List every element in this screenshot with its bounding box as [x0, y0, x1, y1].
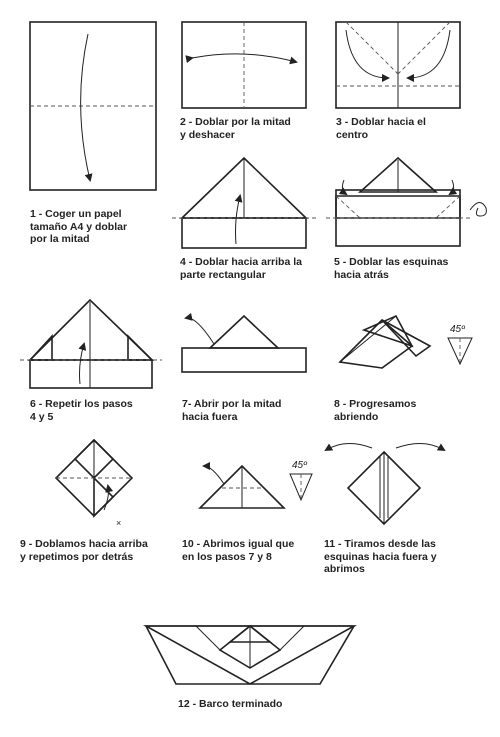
step-1-caption: 1 - Coger un papel tamaño A4 y doblar por la mitad — [30, 208, 128, 245]
pull-right-arrow-icon — [396, 443, 444, 450]
step-4-caption: 4 - Doblar hacia arriba la parte rectangular — [180, 256, 302, 281]
step-1-figure — [30, 22, 156, 190]
fold-right-arrow-icon — [408, 30, 450, 78]
step-6-caption: 6 - Repetir los pasos 4 y 5 — [30, 398, 133, 423]
svg-text:×: × — [116, 518, 122, 528]
step-9-figure — [56, 440, 132, 528]
step-7-figure — [182, 316, 306, 372]
fold-left-arrow-icon — [346, 30, 388, 78]
pull-left-arrow-icon — [326, 443, 372, 450]
corner-back-left-arrow-icon — [342, 180, 346, 194]
open-out-arrow-icon — [186, 318, 214, 344]
step-10-caption: 10 - Abrimos igual que en los pasos 7 y 8 — [182, 538, 295, 563]
step-4-figure — [172, 158, 316, 248]
turn-over-icon — [470, 202, 486, 216]
step-7-caption: 7- Abrir por la mitad hacia fuera — [182, 398, 282, 423]
corner-back-right-arrow-icon — [450, 180, 454, 194]
angle-mark-2: 45º — [292, 460, 307, 471]
step-12-caption: 12 - Barco terminado — [178, 698, 283, 710]
step-5-caption: 5 - Doblar las esquinas hacia atrás — [334, 256, 449, 281]
step-11-caption: 11 - Tiramos desde las esquinas hacia fuera y abrimos — [324, 538, 437, 575]
fold-up-arrow-icon — [236, 196, 241, 244]
step-11-figure — [326, 443, 444, 524]
step-6-figure — [20, 300, 162, 388]
step-5-figure — [326, 158, 486, 246]
step-2-caption: 2 - Doblar por la mitad y deshacer — [180, 116, 291, 141]
step-10-figure — [200, 466, 312, 508]
step-12-figure — [146, 626, 354, 684]
angle-mark-1: 45º — [450, 324, 465, 335]
fold-down-arrow-icon — [81, 34, 90, 180]
step-8-caption: 8 - Progresamos abriendo — [334, 398, 417, 423]
step-3-caption: 3 - Doblar hacia el centro — [336, 116, 426, 141]
step-3-figure — [336, 22, 460, 108]
step-2-figure — [182, 22, 306, 108]
step-9-caption: 9 - Doblamos hacia arriba y repetimos por detrás — [20, 538, 148, 563]
